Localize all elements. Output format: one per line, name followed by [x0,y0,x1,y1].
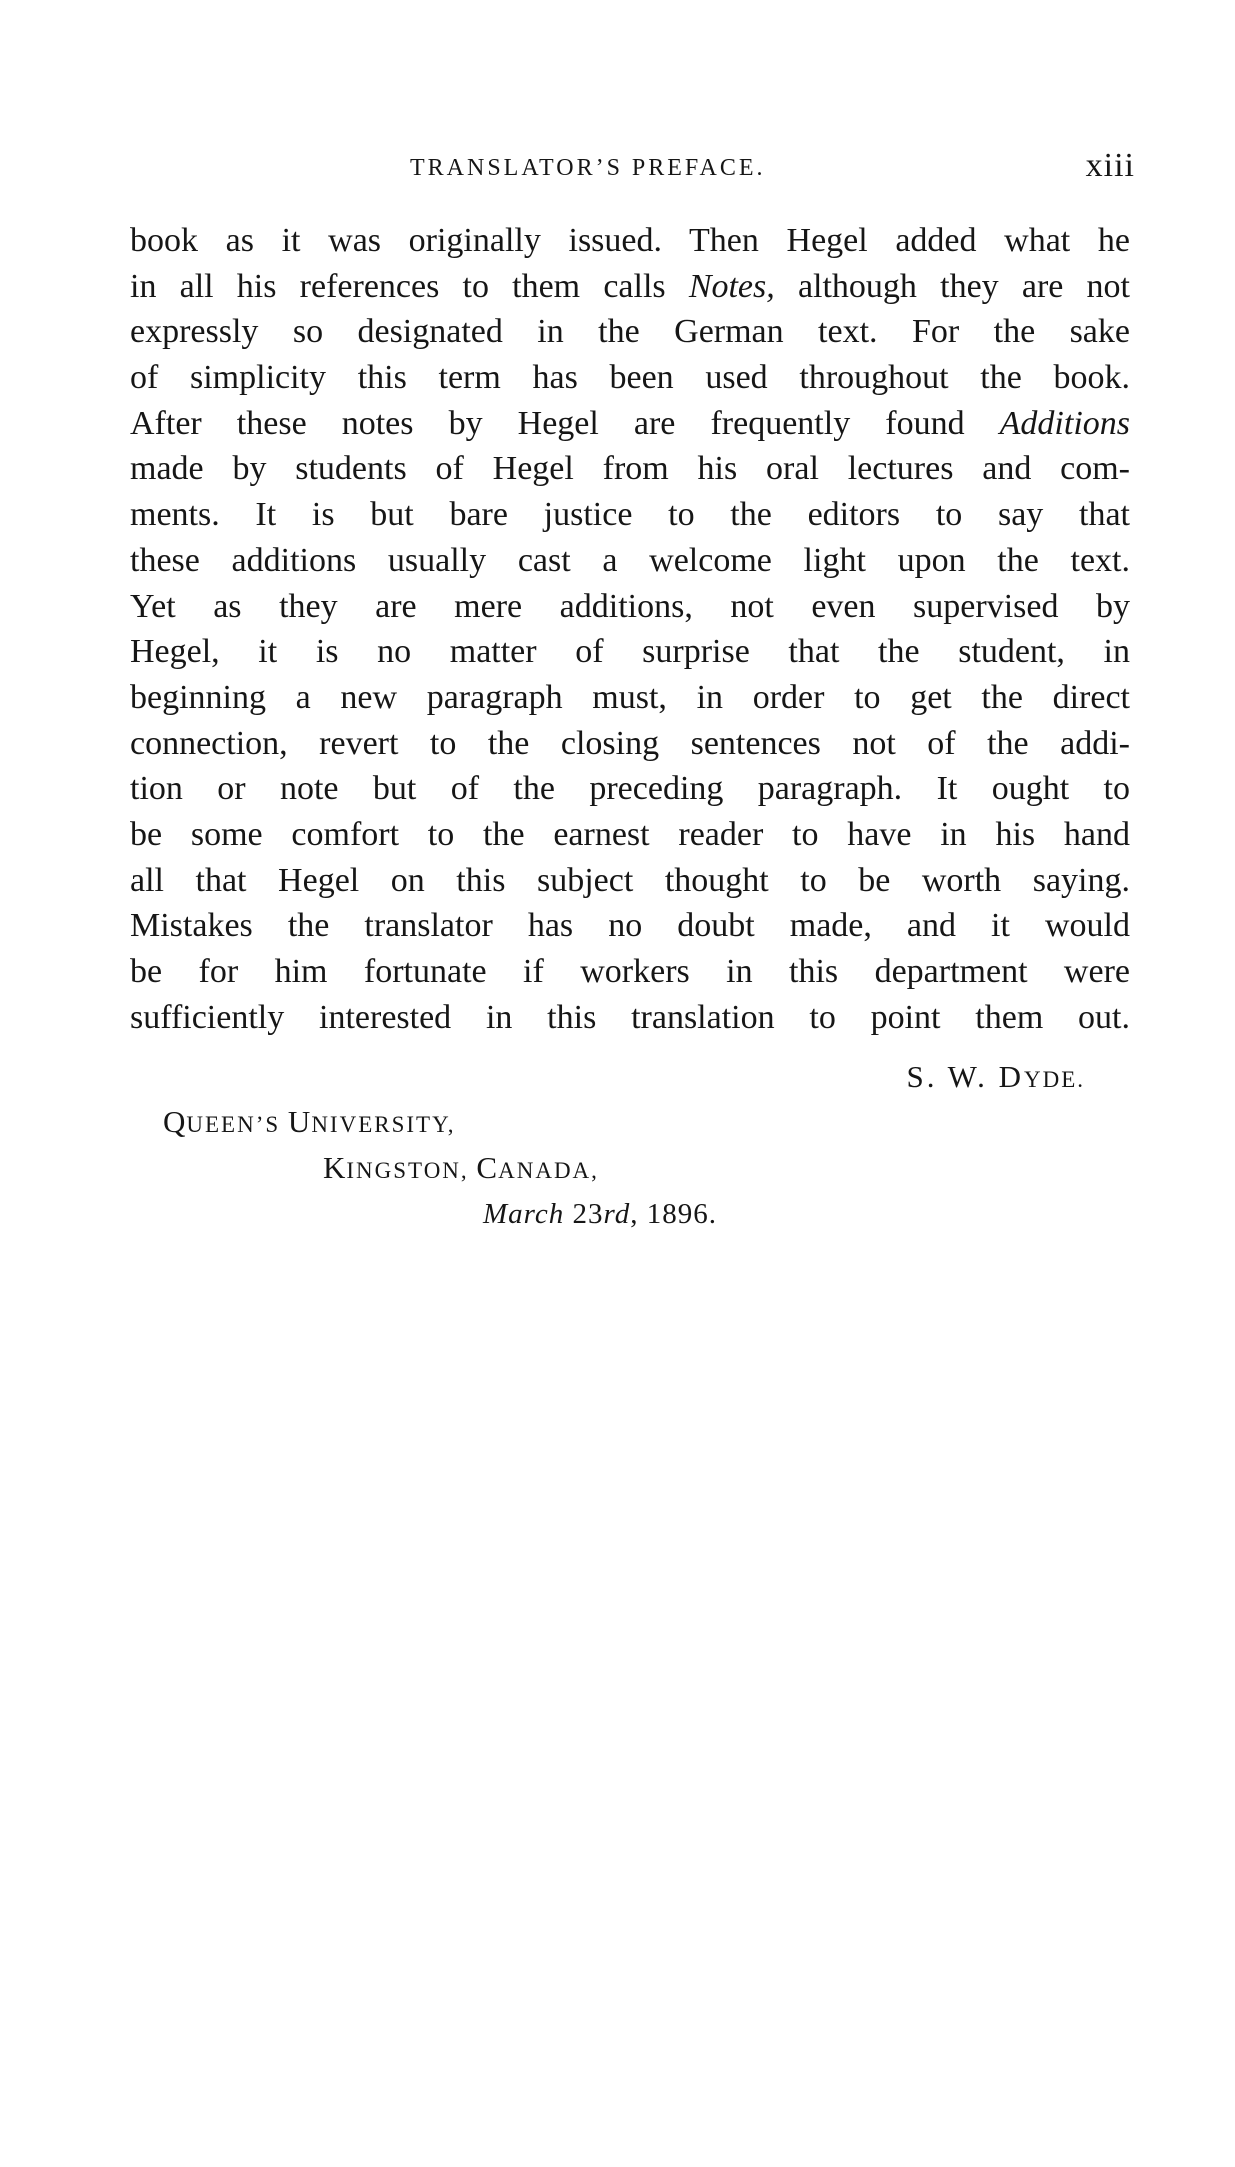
text-line: book as it was originally issued. Then Hegel added what he [130,222,1130,259]
text-line: beginning a new paragraph must, in order to get the direct [130,678,1130,716]
text-line: sufficiently interested in this translation to point them out. [130,998,1130,1036]
signature: S. W. DYDE. [906,1059,1085,1094]
text-line: ments. It is but bare justice to the editors to say that [130,496,1130,534]
text-line: of simplicity this term has been used throughout the book. [130,359,1130,397]
text-line: connection, revert to the closing sentences not of the addi- [130,724,1130,762]
text-line: all that Hegel on this subject thought to be worth saying. [130,861,1130,899]
text-line: Hegel, it is no matter of surprise that the student, in [130,633,1130,671]
preface-text [130,218,1130,1040]
text-line: be some comfort to the earnest reader to have in his hand [130,815,1130,853]
address-city: KINGSTON, CANADA, [323,1150,599,1185]
running-head [130,147,1135,188]
text-line: tion or note but of the preceding paragraph. It ought to [130,770,1130,808]
address-university: QUEEN’S UNIVERSITY, [163,1104,456,1139]
text-line: these additions usually cast a welcome light upon the text. [130,541,1130,579]
italic-additions: Additions [999,404,1130,442]
running-title: TRANSLATOR’S PREFACE. [410,155,766,181]
text-line: made by students of Hegel from his oral lectures and com- [130,450,1130,488]
text-line: in all his references to them calls Notes, although they are not [130,267,1130,305]
text-line: expressly so designated in the German text. For the sake [130,313,1130,351]
address-date: March 23rd, 1896. [483,1198,717,1230]
text-line: Yet as they are mere additions, not even supervised by [130,587,1130,625]
text-line: After these notes by Hegel are frequently found Additions [130,404,1130,442]
text-line: Mistakes the translator has no doubt made, and it would [130,907,1130,945]
page-number: xiii [1085,147,1135,184]
text-line: be for him fortunate if workers in this department were [130,953,1130,990]
italic-notes: Notes, [688,267,775,305]
